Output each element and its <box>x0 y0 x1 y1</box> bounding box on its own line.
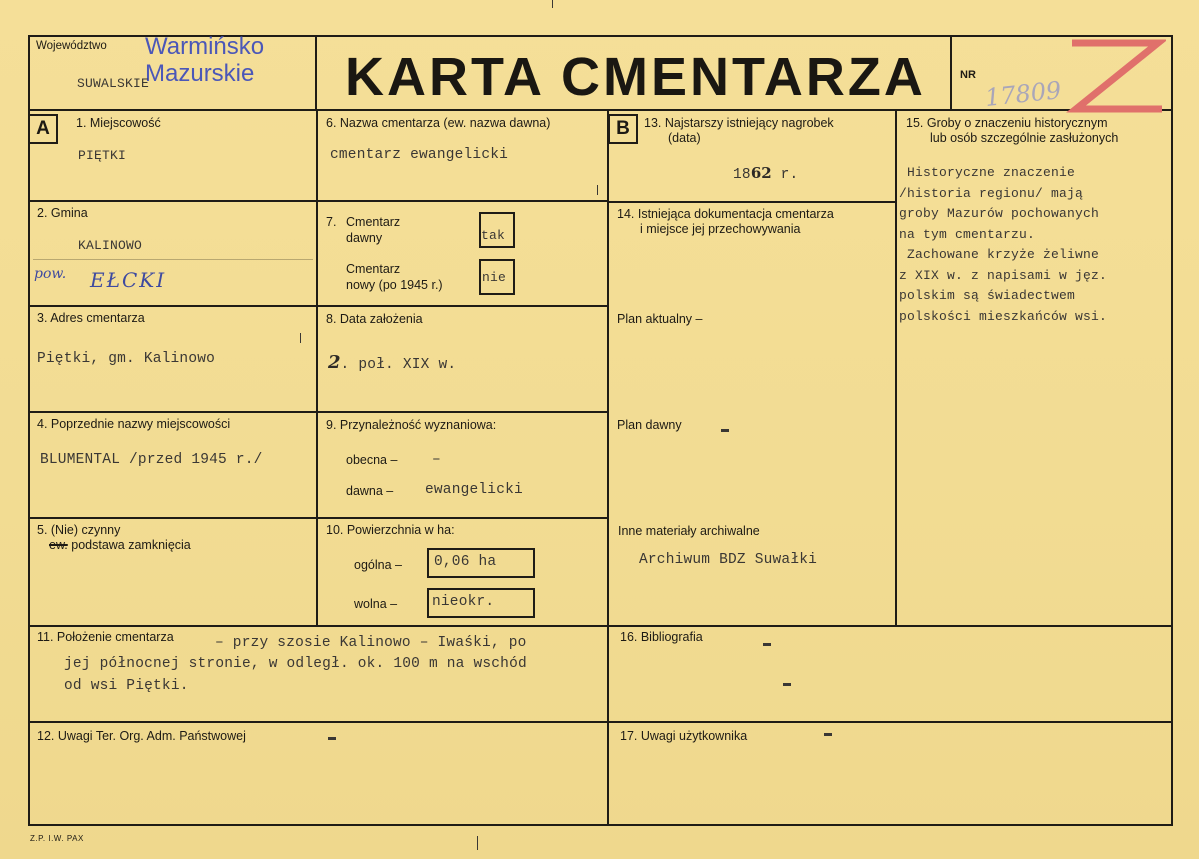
row-line-m4 <box>316 517 608 519</box>
f15-line: polskim są świadectwem <box>899 288 1076 303</box>
row-line-m3 <box>316 411 608 413</box>
f6-label: 6. Nazwa cmentarza (ew. nazwa dawna) <box>326 116 551 130</box>
f12-dash <box>328 737 336 740</box>
printer-footer: Z.P. I.W. PAX <box>30 834 84 843</box>
f2-county-handwritten: EŁCKI <box>90 268 167 292</box>
f10-label: 10. Powierzchnia w ha: <box>326 523 455 537</box>
f10-free-value: nieokr. <box>432 594 495 610</box>
f11-line2: jej północnej stronie, w odległ. ok. 100 m na wschód <box>64 656 527 672</box>
f5-ew-struck: ew. <box>49 538 68 552</box>
row-line-lower-2 <box>28 721 1173 723</box>
f1-label: 1. Miejscowość <box>76 116 161 130</box>
f15-label-line2: lub osób szczególnie zasłużonych <box>930 131 1119 145</box>
voivodeship-stamp-line1: Warmińsko <box>145 33 265 60</box>
plan-former-label: Plan dawny <box>617 418 682 432</box>
col-divider-2 <box>607 109 609 826</box>
row-line-a2 <box>28 305 318 307</box>
row-line-a3 <box>28 411 318 413</box>
f6-tick-mark <box>597 185 598 195</box>
f15-line: polskości mieszkańców wsi. <box>899 308 1108 324</box>
other-materials-label: Inne materiały archiwalne <box>618 524 760 538</box>
f4-label: 4. Poprzednie nazwy miejscowości <box>37 417 231 431</box>
section-b-badge: B <box>608 114 638 144</box>
plan-former-dash <box>721 429 729 432</box>
f9-former-label: dawna – <box>346 484 394 498</box>
top-tick-mark <box>552 0 553 8</box>
f14-label-line2: i miejsce jej przechowywania <box>640 222 801 236</box>
f2-label: 2. Gmina <box>37 206 88 220</box>
f14-label-line1: 14. Istniejąca dokumentacja cmentarza <box>617 207 834 221</box>
f9-current-label: obecna – <box>346 453 398 467</box>
col-divider-3 <box>895 109 897 626</box>
f8-value <box>328 352 456 373</box>
f10-total-value: 0,06 ha <box>434 554 497 570</box>
f11-line3: od wsi Piętki. <box>64 678 189 694</box>
f12-label: 12. Uwagi Ter. Org. Adm. Państwowej <box>37 729 246 743</box>
f2-pow-handwritten: pow. <box>34 266 67 282</box>
f15-line: na tym cmentarzu. <box>899 226 1036 242</box>
f13-value-typed-pre: 18 <box>733 167 751 183</box>
f11-line1: – przy szosie Kalinowo – Iwaśki, po <box>215 635 527 651</box>
f15-line: z XIX w. z napisami w jęz. <box>899 267 1108 283</box>
f13-value-typed-post: r. <box>771 167 799 183</box>
f3-label: 3. Adres cmentarza <box>37 311 145 325</box>
col-divider-1 <box>316 109 318 626</box>
f13-value <box>733 164 798 183</box>
f11-label: 11. Położenie cmentarza <box>37 630 174 644</box>
nr-handwritten-value: 17809 <box>983 76 1063 112</box>
f10-free-label: wolna – <box>354 597 398 611</box>
card-title: KARTA CMENTARZA <box>345 47 926 107</box>
f7-old-label-2: dawny <box>346 231 383 245</box>
row-line-lower-1 <box>28 625 1173 627</box>
f15-line: groby Mazurów pochowanych <box>899 206 1100 221</box>
f3-value: Piętki, gm. Kalinowo <box>37 351 216 367</box>
f5-label-line1: 5. (Nie) czynny <box>37 523 121 537</box>
f16-dash-2 <box>783 683 791 686</box>
f9-former-value: ewangelicki <box>425 482 523 498</box>
f15-text-block <box>899 163 1107 327</box>
row-line-m1 <box>316 200 608 202</box>
f13-value-handwritten: 62 <box>750 164 772 182</box>
other-materials-value: Archiwum BDZ Suwałki <box>639 552 818 568</box>
voivodeship-typed-value: SUWALSKIE <box>77 76 150 91</box>
f7-label: 7. <box>326 215 337 229</box>
f9-current-value: – <box>432 452 441 468</box>
row-line-a4 <box>28 517 318 519</box>
header-divider-right <box>950 35 952 110</box>
bottom-tick-mark <box>477 836 478 850</box>
plan-current-label: Plan aktualny – <box>617 312 703 326</box>
header-divider-left <box>315 35 317 110</box>
f13-label-line2: (data) <box>668 131 701 145</box>
f7-new-label-1: Cmentarz <box>346 262 401 276</box>
row-line-m2 <box>316 305 608 307</box>
f15-line: Zachowane krzyże żeliwne <box>899 247 1100 262</box>
f17-label: 17. Uwagi użytkownika <box>620 729 748 743</box>
f8-value-handwritten: 2 <box>328 352 341 373</box>
nr-label: NR <box>960 69 976 81</box>
f2-faint-line <box>33 259 313 260</box>
red-z-stamp <box>1066 37 1166 115</box>
f8-value-typed: . poł. XIX w. <box>340 357 457 373</box>
f6-value: cmentarz ewangelicki <box>330 147 509 163</box>
row-line-a1 <box>28 200 318 202</box>
section-a-badge: A <box>28 114 58 144</box>
f5-label-line2 <box>49 538 191 553</box>
f8-label: 8. Data założenia <box>326 312 423 326</box>
f15-label-line1: 15. Groby o znaczeniu historycznym <box>906 116 1108 130</box>
f7-new-label-2: nowy (po 1945 r.) <box>346 278 443 292</box>
f4-value: BLUMENTAL /przed 1945 r./ <box>40 452 263 468</box>
f2-value: KALINOWO <box>78 238 143 253</box>
f16-label: 16. Bibliografia <box>620 630 703 644</box>
f13-label-line1: 13. Najstarszy istniejący nagrobek <box>644 116 834 130</box>
f16-dash-1 <box>763 643 771 646</box>
f3-tick-mark <box>300 333 301 343</box>
f7-new-value: nie <box>482 270 507 285</box>
f15-line: /historia regionu/ mają <box>899 185 1084 201</box>
row-line-b1 <box>607 201 897 203</box>
f7-old-value: tak <box>481 228 506 243</box>
f17-dash <box>824 733 832 736</box>
voivodeship-stamp-line2: Mazurskie <box>145 60 255 87</box>
f9-label: 9. Przynależność wyznaniowa: <box>326 418 497 432</box>
voivodeship-label: Województwo <box>36 40 107 52</box>
f10-total-label: ogólna – <box>354 558 402 572</box>
f7-old-label-1: Cmentarz <box>346 215 401 229</box>
f15-line: Historyczne znaczenie <box>899 165 1076 180</box>
f5-basis-label: podstawa zamknięcia <box>71 538 191 552</box>
f1-value: PIĘTKI <box>78 148 127 163</box>
